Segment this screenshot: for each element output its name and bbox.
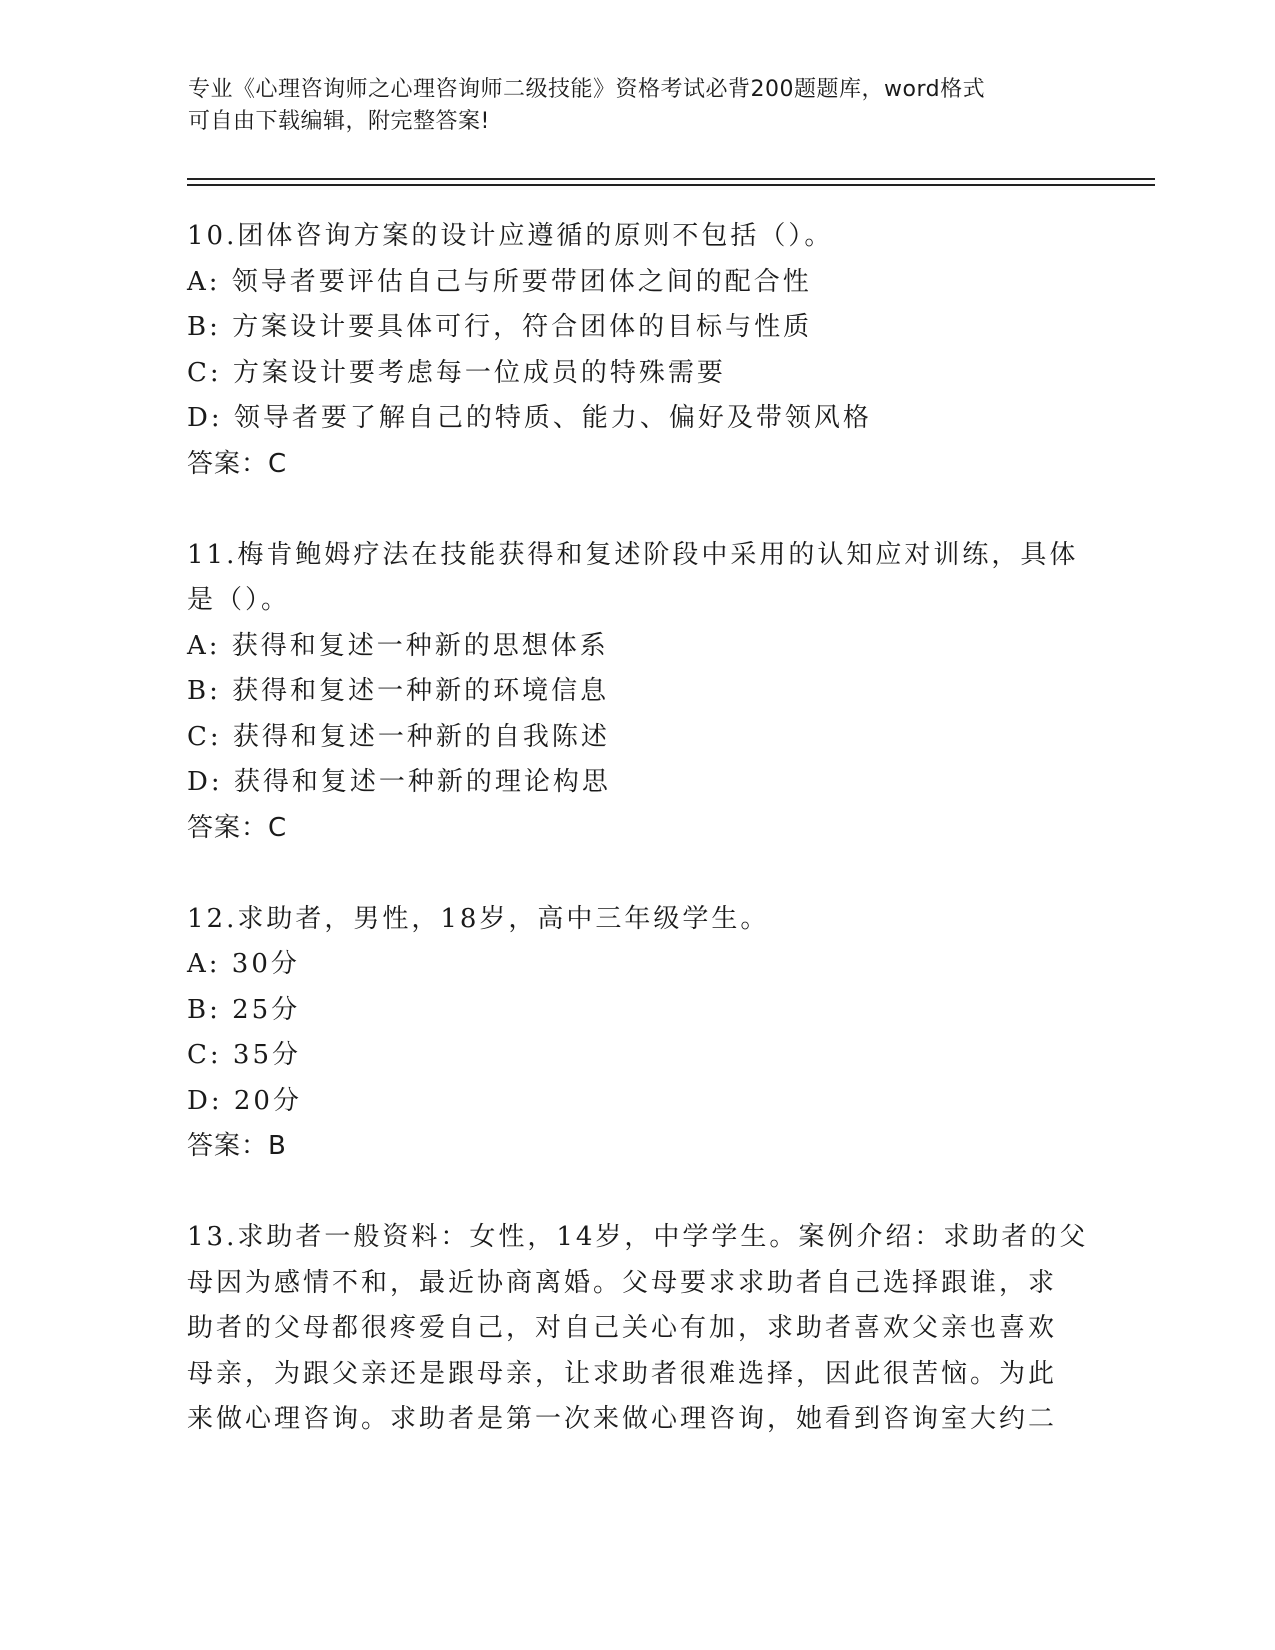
option-c: C: 35分 — [187, 1040, 302, 1070]
question-10 — [187, 214, 1087, 487]
option-d: D: 20分 — [187, 1085, 302, 1116]
question-stem-continued: 母因为感情不和，最近协商离婚。父母要求求助者自己选择跟谁，求 — [187, 1267, 1058, 1298]
spacer — [187, 1170, 1087, 1216]
question-stem-continued: 来做心理咨询。求助者是第一次来做心理咨询，她看到咨询室大约二 — [187, 1404, 1058, 1434]
header-divider-bottom — [187, 184, 1155, 186]
option-a: A: 获得和复述一种新的思想体系 — [187, 630, 609, 661]
header-divider-top — [187, 178, 1155, 180]
question-stem: 10.团体咨询方案的设计应遵循的原则不包括（）。 — [187, 221, 834, 251]
spacer — [187, 487, 1087, 533]
option-c: C: 方案设计要考虑每一位成员的特殊需要 — [187, 357, 726, 388]
question-13 — [187, 1215, 1087, 1443]
question-11 — [187, 533, 1087, 852]
spacer — [187, 851, 1087, 897]
option-b: B: 25分 — [187, 994, 301, 1025]
option-d: D: 获得和复述一种新的理论构思 — [187, 767, 611, 797]
option-c: C: 获得和复述一种新的自我陈述 — [187, 721, 610, 752]
option-a: A: 领导者要评估自己与所要带团体之间的配合性 — [187, 266, 812, 297]
question-stem: 11.梅肯鲍姆疗法在技能获得和复述阶段中采用的认知应对训练，具体 — [187, 539, 1079, 570]
question-stem-continued: 助者的父母都很疼爱自己，对自己关心有加，求助者喜欢父亲也喜欢 — [187, 1313, 1058, 1343]
option-b: B: 获得和复述一种新的环境信息 — [187, 676, 610, 706]
header-line-1: 专业《心理咨询师之心理咨询师二级技能》资格考试必背200题题库，word格式 — [188, 77, 986, 102]
header-line-2: 可自由下载编辑，附完整答案! — [188, 109, 490, 134]
answer: 答案：B — [187, 1131, 287, 1161]
question-stem: 12.求助者，男性，18岁，高中三年级学生。 — [187, 903, 770, 934]
option-b: B: 方案设计要具体可行，符合团体的目标与性质 — [187, 312, 813, 342]
option-a: A: 30分 — [187, 949, 300, 979]
question-stem-continued: 是（）。 — [187, 585, 291, 615]
question-stem-continued: 母亲，为跟父亲还是跟母亲，让求助者很难选择，因此很苦恼。为此 — [187, 1358, 1058, 1389]
question-12 — [187, 897, 1087, 1170]
question-stem: 13.求助者一般资料：女性，14岁，中学学生。案例介绍：求助者的父 — [187, 1222, 1089, 1252]
document-header — [188, 74, 1068, 138]
option-d: D: 领导者要了解自己的特质、能力、偏好及带领风格 — [187, 403, 872, 433]
answer: 答案：C — [187, 448, 288, 479]
question-list — [187, 214, 1087, 1443]
answer: 答案：C — [187, 812, 288, 843]
